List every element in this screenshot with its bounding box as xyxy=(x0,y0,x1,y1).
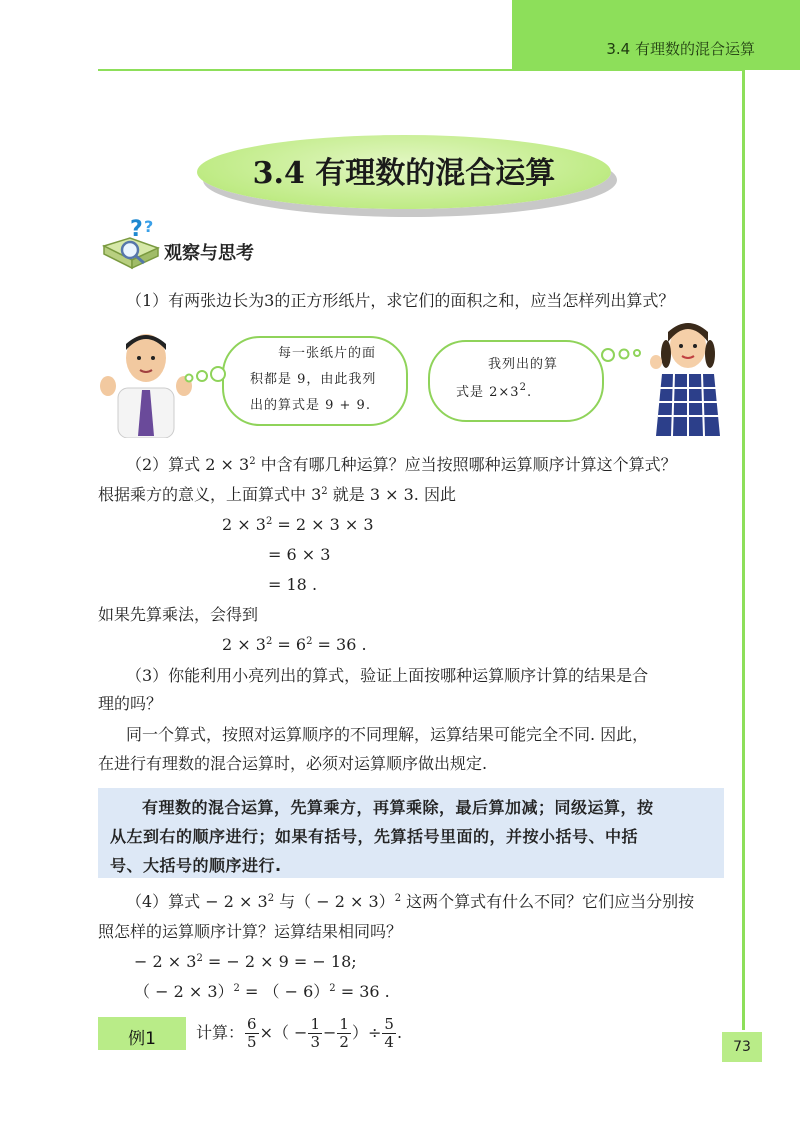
header-rule xyxy=(98,69,744,71)
question-4-line1: （4）算式 − $2 \times 3^2$ 与（ − 2 × 3）$^2$ 这两个算式有什么不同？它们应当分别按 xyxy=(126,892,695,911)
bubble-right-line2: 式是 $2\times 3^2$. xyxy=(456,382,533,400)
svg-text:?: ? xyxy=(144,217,154,236)
question-magnifier-icon xyxy=(100,216,162,274)
question-3-line2: 理的吗？ xyxy=(98,694,163,713)
alt-calc: $2 \times 3^2 = 6^2 = 36$ . xyxy=(222,635,367,654)
question-2: （2）算式 $2 \times 3^2$ 中含有哪几种运算？应当按照哪种运算顺序计算这个算式？ xyxy=(126,455,677,474)
fraction-2: $\frac{1}{3}$ xyxy=(310,1015,321,1051)
rule-line2: 从左到右的顺序进行；如果有括号，先算括号里面的，并按小括号、中括 xyxy=(110,827,639,846)
calc-line-1: $2 \times 3^2 = 2 \times 3 \times 3$ xyxy=(222,515,374,534)
bubble-left-line1: 每一张纸片的面 xyxy=(278,346,377,361)
header-band xyxy=(512,0,800,70)
alt-intro: 如果先算乘法，会得到 xyxy=(98,605,259,624)
fraction-3: $\frac{1}{2}$ xyxy=(339,1015,349,1051)
rule-line1: 有理数的混合运算，先算乘方，再算乘除，最后算加减；同级运算，按 xyxy=(142,798,654,817)
section-title: 3.4 有理数的混合运算 xyxy=(252,156,556,191)
calc-line-3: = 18 . xyxy=(268,575,318,594)
girl-illustration xyxy=(650,318,726,438)
question-1: （1）有两张边长为3的正方形纸片，求它们的面积之和，应当怎样列出算式？ xyxy=(126,291,675,310)
question-4-eq2: （ − 2 × 3）$^2$ = （ − 6）$^2$ = 36 . xyxy=(134,982,390,1001)
question-4-eq1: − $2 \times 3^2$ = − 2 × 9 = − 18; xyxy=(134,952,357,971)
question-4-line2: 照怎样的运算顺序计算？运算结果相同吗？ xyxy=(98,922,403,941)
side-rule xyxy=(742,70,745,1030)
calc-line-2: = 6 × 3 xyxy=(268,545,331,564)
bubble-tail-left xyxy=(180,362,226,386)
example-label: 例1 xyxy=(128,1029,156,1049)
question-2-explanation: 根据乘方的意义，上面算式中 $3^2$ 就是 3 × 3. 因此 xyxy=(98,485,456,504)
rule-line3: 号、大括号的顺序进行. xyxy=(110,856,282,875)
observe-heading: 观察与思考 xyxy=(164,243,254,264)
thought-bubble-right xyxy=(428,340,604,422)
para-line2: 在进行有理数的混合运算时，必须对运算顺序做出规定. xyxy=(98,754,488,773)
fraction-4: $\frac{5}{4}$ xyxy=(384,1015,394,1051)
bubble-tail-right xyxy=(600,344,646,366)
fraction-1: $\frac{6}{5}$ xyxy=(247,1015,257,1051)
example-expression: 计算： $\frac{6}{5}$ ×（ − $\frac{1}{3}$ − $\frac{1}{2}$ ）÷ $\frac{5}{4}$ . xyxy=(196,1015,403,1051)
page-number: 73 xyxy=(733,1039,751,1055)
question-3-line1: （3）你能利用小亮列出的算式，验证上面按哪种运算顺序计算的结果是合 xyxy=(126,666,649,685)
bubble-left-line2: 积都是 9，由此我列 xyxy=(250,372,377,387)
svg-text:?: ? xyxy=(130,217,143,242)
running-header: 3.4 有理数的混合运算 xyxy=(606,40,755,58)
bubble-right-line1: 我列出的算 xyxy=(488,357,559,372)
para-line1: 同一个算式，按照对运算顺序的不同理解，运算结果可能完全不同. 因此， xyxy=(126,725,649,744)
bubble-left-line3: 出的算式是 9 + 9. xyxy=(250,398,371,413)
